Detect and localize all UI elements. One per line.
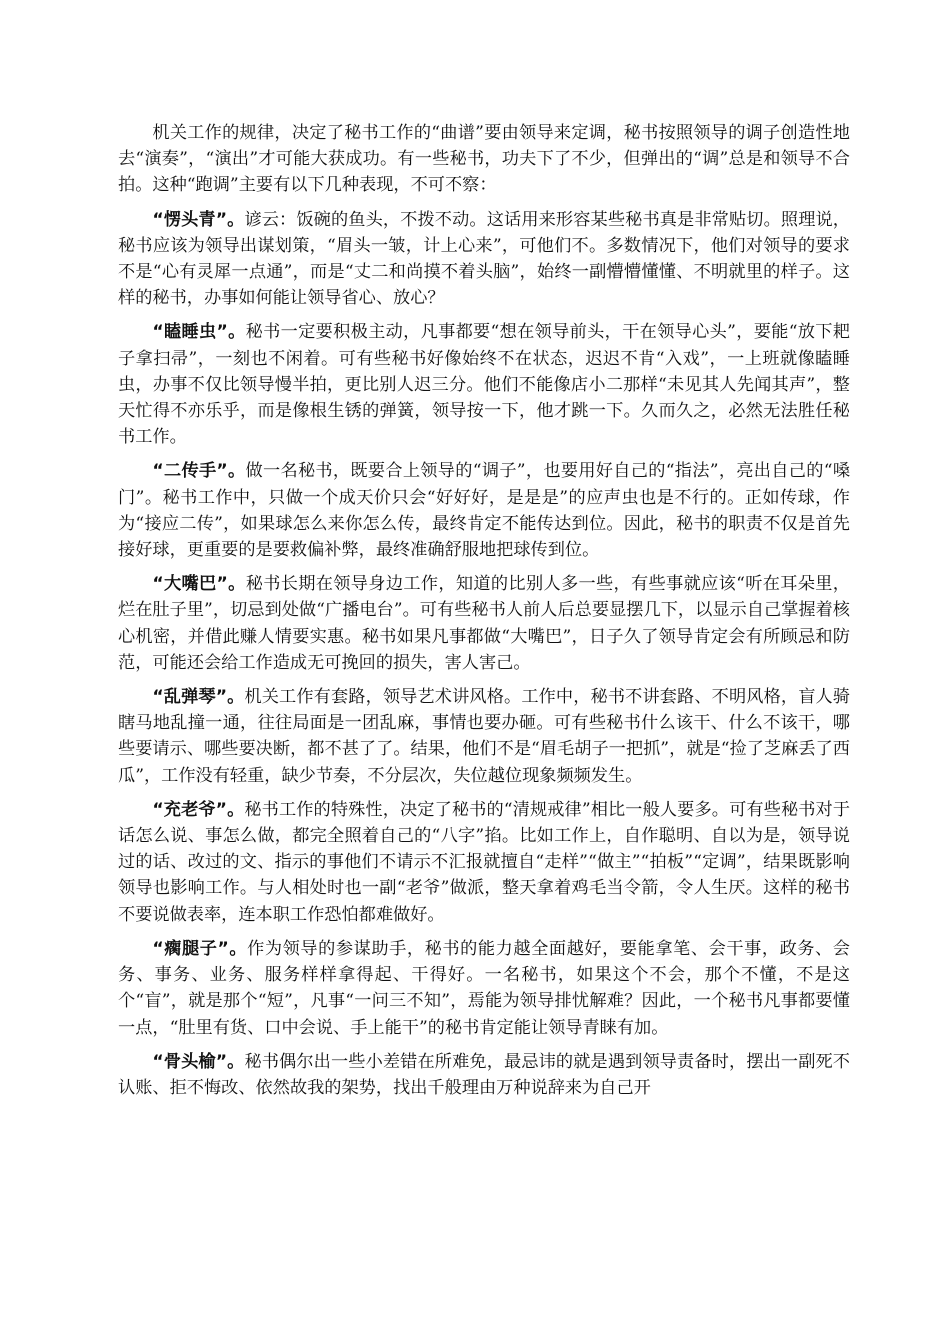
section-paragraph	[118, 458, 850, 563]
section-text: 秘书一定要积极主动，凡事都要“想在领导前头，干在领导心头”，要能“放下耙子拿扫帚”，一刻也不闲着。可有些秘书好像始终不在状态，迟迟不肯“入戏”，一上班就像瞌睡虫，办事不仅比领导慢半拍，更比别人迟三分。他们不能像店小二那样“未见其人先闻其声”，整天忙得不亦乐乎，而是像根生锈的弹簧，领导按一下，他才跳一下。久而久之，必然无法胜任秘书工作。	[118, 322, 850, 448]
section-term: “大嘴巴”。	[152, 574, 246, 595]
document-body	[118, 120, 850, 1109]
section-text: 做一名秘书，既要合上领导的“调子”，也要用好自己的“指法”，亮出自己的“嗓门”。秘书工作中，只做一个成天价只会“好好好，是是是”的应声虫也是不行的。正如传球，作为“接应二传”，如果球怎么来你怎么传，最终肯定不能传达到位。因此，秘书的职责不仅是首先接好球，更重要的是要救偏补弊，最终准确舒服地把球传到位。	[118, 461, 851, 561]
section-text: 作为领导的参谋助手，秘书的能力越全面越好，要能拿笔、会干事，政务、会务、事务、业务、服务样样拿得起、干得好。一名秘书，如果这个不会，那个不懂，不是这个“盲”，就是那个“短”，凡事“一问三不知”，焉能为领导排忧解难？因此，一个秘书凡事都要懂一点，“肚里有货、口中会说、手上能干”的秘书肯定能让领导青睐有加。	[118, 938, 850, 1038]
section-text: 秘书工作的特殊性，决定了秘书的“清规戒律”相比一般人要多。可有些秘书对于话怎么说、事怎么做，都完全照着自己的“八字”掐。比如工作上，自作聪明、自以为是，领导说过的话、改过的文、指示的事他们不请示不汇报就擅自“走样”“做主”“拍板”“定调”，结果既影响领导也影响工作。与人相处时也一副“老爷”做派，整天拿着鸡毛当令箭，令人生厌。这样的秘书不要说做表率，连本职工作恐怕都难做好。	[118, 799, 851, 925]
section-paragraph	[118, 319, 850, 450]
section-paragraph	[118, 571, 850, 676]
section-term: “充老爷”。	[152, 799, 245, 820]
section-text: 机关工作有套路，领导艺术讲风格。工作中，秘书不讲套路、不明风格，盲人骑瞎马地乱撞一通，往往局面是一团乱麻，事情也要办砸。可有些秘书什么该干、什么不该干，哪些要请示、哪些要决断，都不甚了了。结果，他们不是“眉毛胡子一把抓”，就是“捡了芝麻丢了西瓜”，工作没有轻重，缺少节奏，不分层次，失位越位现象频频发生。	[118, 687, 850, 786]
intro-text: 机关工作的规律，决定了秘书工作的“曲谱”要由领导来定调，秘书按照领导的调子创造性地去“演奏”，“演出”才可能大获成功。有一些秘书，功夫下了不少，但弹出的“调”总是和领导不合拍。这种“跑调”主要有以下几种表现，不可不察：	[118, 123, 850, 196]
section-text: 秘书长期在领导身边工作，知道的比别人多一些，有些事就应该“听在耳朵里，烂在肚子里”，切忌到处做“广播电台”。可有些秘书人前人后总要显摆几下，以显示自己掌握着核心机密，并借此赚人情要实惠。秘书如果凡事都做“大嘴巴”，日子久了领导肯定会有所顾忌和防范，可能还会给工作造成无可挽回的损失，害人害己。	[118, 574, 850, 673]
section-term: “愣头青”。	[152, 209, 245, 230]
section-paragraph	[118, 797, 850, 928]
section-text: 谚云：饭碗的鱼头，不拨不动。这话用来形容某些秘书真是非常贴切。照理说，秘书应该为领导出谋划策，“眉头一皱，计上心来”，可他们不。多数情况下，他们对领导的要求不是“心有灵犀一点通”，而是“丈二和尚摸不着头脑”，始终一副懵懵懂懂、不明就里的样子。这样的秘书，办事如何能让领导省心、放心？	[118, 209, 850, 309]
section-term: “二传手”。	[152, 461, 246, 482]
section-term: “瘸腿子”。	[152, 938, 248, 959]
section-term: “瞌睡虫”。	[152, 322, 246, 343]
section-paragraph	[118, 936, 850, 1041]
intro-paragraph	[118, 120, 850, 199]
section-term: “乱弹琴”。	[152, 687, 245, 708]
section-text: 秘书偶尔出一些小差错在所难免，最忌讳的就是遇到领导责备时，摆出一副死不认账、拒不悔改、依然故我的架势，找出千般理由万种说辞来为自己开	[118, 1051, 850, 1098]
section-paragraph	[118, 684, 850, 789]
section-term: “骨头榆”。	[152, 1051, 245, 1072]
section-paragraph	[118, 1049, 850, 1101]
section-paragraph	[118, 207, 850, 312]
